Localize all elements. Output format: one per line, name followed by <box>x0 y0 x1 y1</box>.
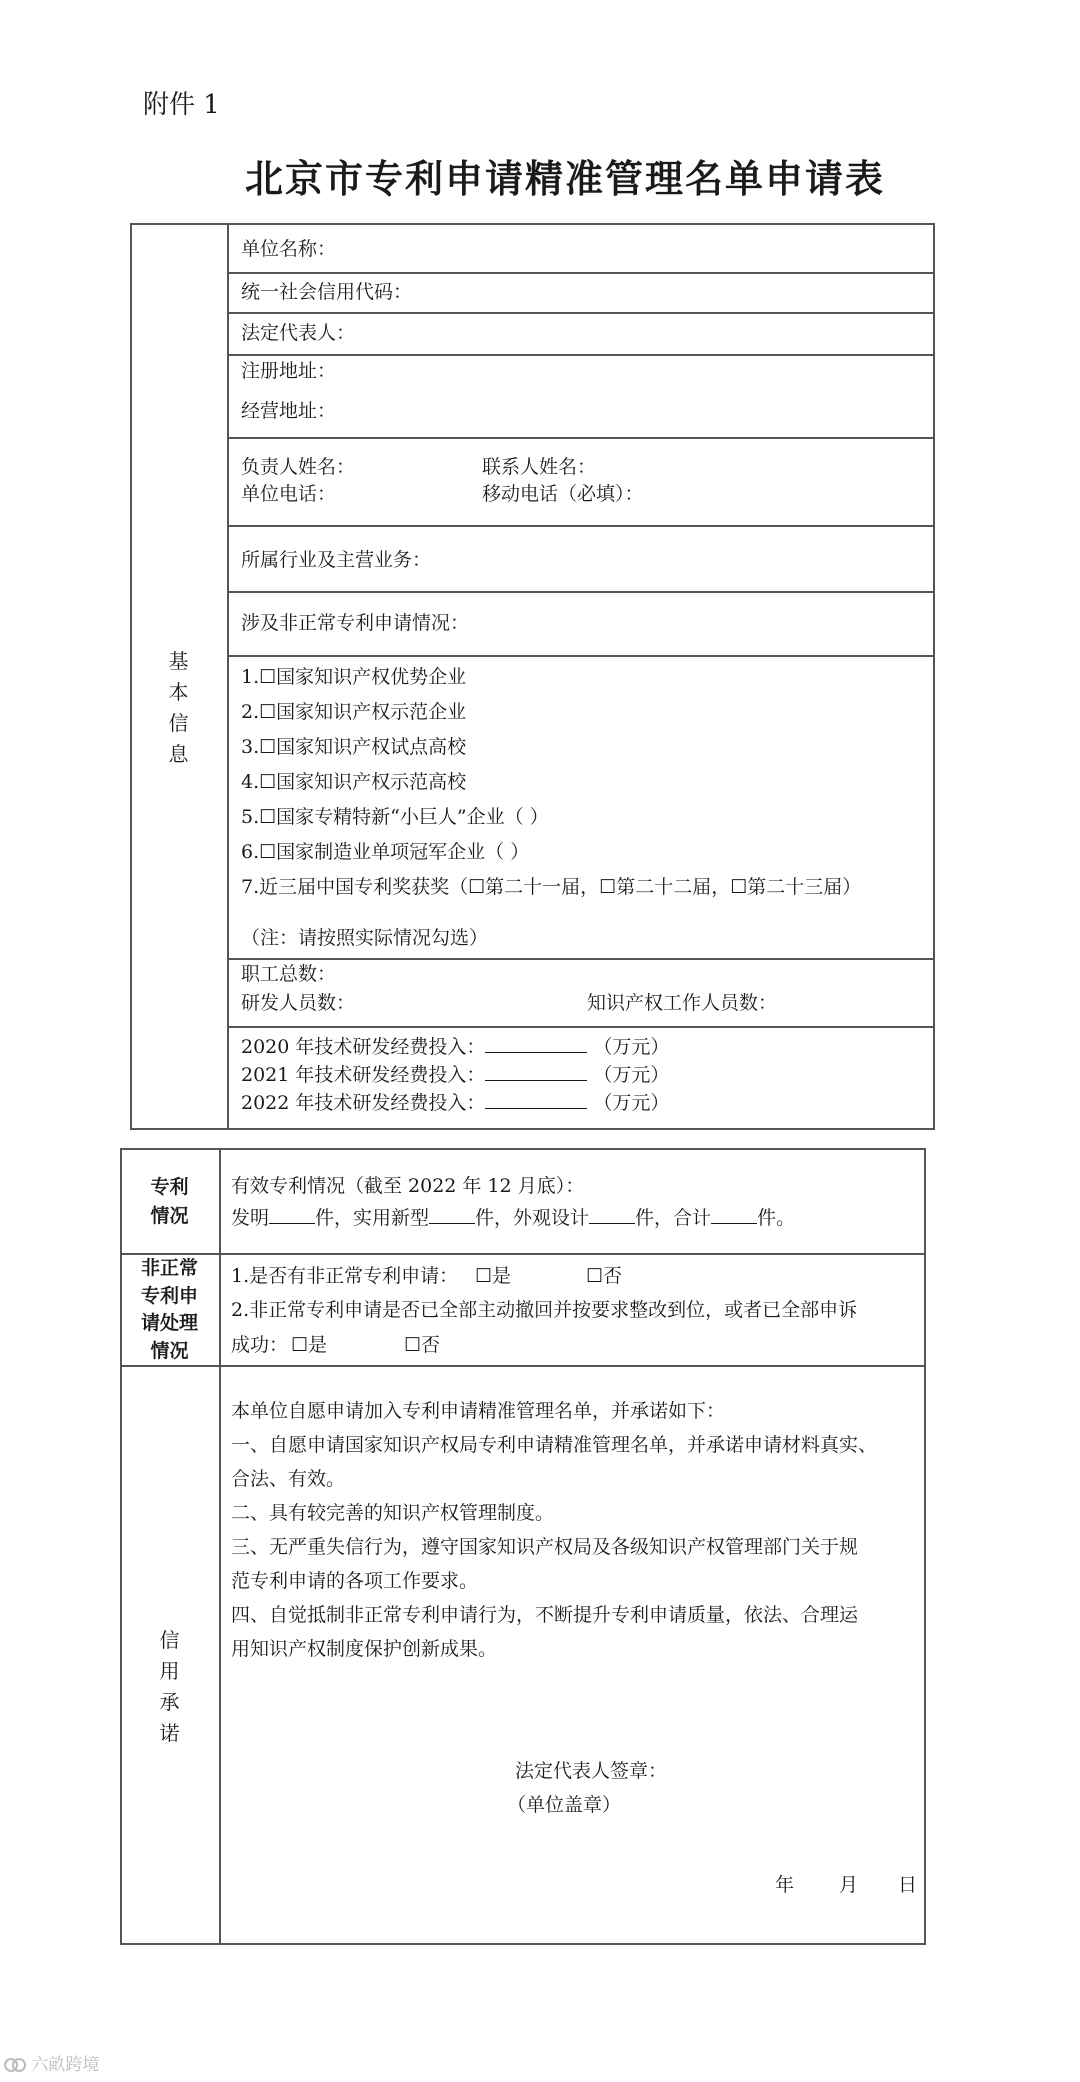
honor-item[interactable]: 3.☐国家知识产权试点高校 <box>241 736 467 758</box>
honor-item[interactable]: 7.近三届中国专利奖获奖（☐第二十一届，☐第二十二届，☐第二十三届） <box>241 876 862 898</box>
unit-name-field[interactable]: 单位名称： <box>241 238 337 260</box>
legal-rep-signature-field[interactable]: 法定代表人签章： <box>515 1760 668 1782</box>
date-month[interactable]: 月 <box>839 1874 859 1896</box>
patent-status-heading: 有效专利情况（截至 2022 年 12 月底）： <box>231 1175 585 1197</box>
abnormal-q2: 2.非正常专利申请是否已全部主动撤回并按要求整改到位，或者已全部申诉 <box>231 1299 858 1321</box>
credit-line: 范专利申请的各项工作要求。 <box>231 1570 479 1592</box>
contact-name-field[interactable]: 联系人姓名： <box>482 456 597 478</box>
staff-total-field[interactable]: 职工总数： <box>241 963 337 985</box>
industry-field[interactable]: 所属行业及主营业务： <box>241 549 432 571</box>
credit-line: 四、自觉抵制非正常专利申请行为，不断提升专利申请质量，依法、合理运 <box>231 1604 859 1626</box>
ip-staff-field[interactable]: 知识产权工作人员数： <box>587 992 778 1014</box>
honor-item[interactable]: 5.☐国家专精特新“小巨人”企业（ ） <box>241 806 549 828</box>
watermark-logo-icon <box>4 2057 26 2073</box>
person-in-charge-field[interactable]: 负责人姓名： <box>241 456 356 478</box>
attachment-label: 附件 1 <box>143 90 220 120</box>
abnormal-q1: 1.是否有非正常专利申请： <box>231 1265 459 1287</box>
patent-side-label: 专利 情况 <box>150 1176 189 1228</box>
mobile-field[interactable]: 移动电话（必填）： <box>482 483 644 505</box>
credit-line: 二、具有较完善的知识产权管理制度。 <box>231 1502 555 1524</box>
abnormal-q2-cont: 成功： <box>231 1334 289 1356</box>
date-year[interactable]: 年 <box>775 1874 795 1896</box>
credit-line: 一、自愿申请国家知识产权局专利申请精准管理名单，并承诺申请材料真实、 <box>231 1434 878 1456</box>
credit-line: 本单位自愿申请加入专利申请精准管理名单，并承诺如下： <box>231 1400 726 1422</box>
honor-item[interactable]: 2.☐国家知识产权示范企业 <box>241 701 467 723</box>
biz-address-field[interactable]: 经营地址： <box>241 400 337 422</box>
watermark: 六畝跨境 <box>4 2050 99 2075</box>
abnormal-involved-field[interactable]: 涉及非正常专利申请情况： <box>241 612 470 634</box>
basic-info-divider <box>227 223 229 1130</box>
abnormal-q2-no-checkbox[interactable]: ☐否 <box>404 1334 441 1356</box>
honor-item[interactable]: 1.☐国家知识产权优势企业 <box>241 666 467 688</box>
date-day[interactable]: 日 <box>898 1874 918 1896</box>
legal-rep-field[interactable]: 法定代表人： <box>241 322 356 344</box>
abnormal-q2-yes-checkbox[interactable]: ☐是 <box>291 1334 328 1356</box>
honor-item[interactable]: 6.☐国家制造业单项冠军企业（ ） <box>241 841 530 863</box>
honors-note: （注：请按照实际情况勾选） <box>241 927 489 949</box>
unit-phone-field[interactable]: 单位电话： <box>241 483 337 505</box>
basic-info-side-label: 基 本 信 息 <box>168 649 189 766</box>
reg-address-field[interactable]: 注册地址： <box>241 360 337 382</box>
credit-code-field[interactable]: 统一社会信用代码： <box>241 281 413 303</box>
honor-item[interactable]: 4.☐国家知识产权示范高校 <box>241 771 467 793</box>
abnormal-side-label: 非正常 专利申 请处理 情况 <box>140 1257 198 1362</box>
credit-line: 合法、有效。 <box>231 1468 346 1490</box>
patent-counts-row[interactable]: 发明 件，实用新型 件，外观设计 件，合计 件。 <box>231 1207 796 1229</box>
abnormal-q1-yes-checkbox[interactable]: ☐是 <box>475 1265 512 1287</box>
unit-seal-field[interactable]: （单位盖章） <box>507 1794 622 1816</box>
credit-line: 三、无严重失信行为，遵守国家知识产权局及各级知识产权管理部门关于规 <box>231 1536 859 1558</box>
rd-invest-row[interactable]: 2021 年技术研发经费投入： （万元） <box>241 1064 670 1086</box>
credit-side-label: 信 用 承 诺 <box>159 1628 180 1745</box>
form-title: 北京市专利申请精准管理名单申请表 <box>244 156 885 201</box>
rd-invest-row[interactable]: 2020 年技术研发经费投入： （万元） <box>241 1036 670 1058</box>
rd-staff-field[interactable]: 研发人员数： <box>241 992 356 1014</box>
abnormal-q1-no-checkbox[interactable]: ☐否 <box>586 1265 623 1287</box>
rd-invest-row[interactable]: 2022 年技术研发经费投入： （万元） <box>241 1092 670 1114</box>
credit-line: 用知识产权制度保护创新成果。 <box>231 1638 498 1660</box>
